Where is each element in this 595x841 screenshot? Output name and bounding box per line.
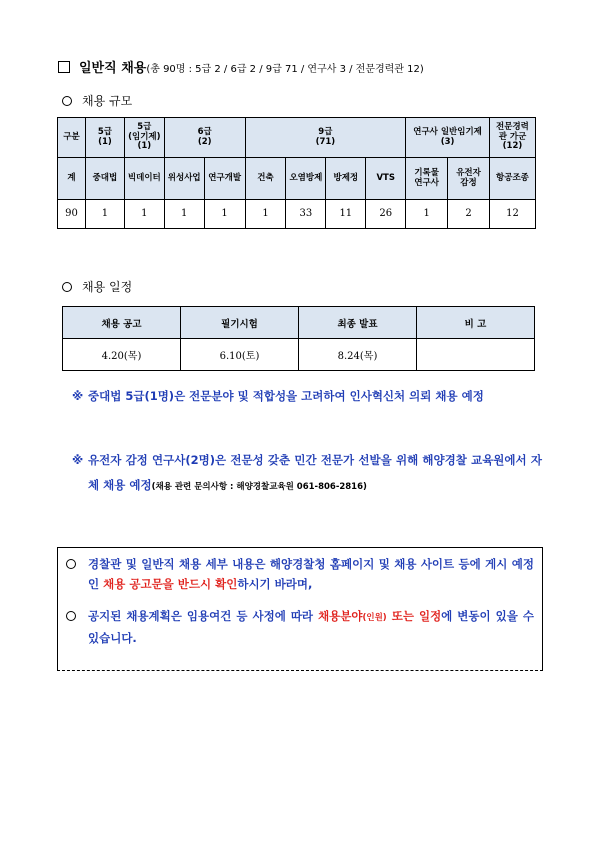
count-cell: 12 [489,200,535,229]
schedule-date: 6.10(토) [181,339,299,371]
schedule-header: 필기시험 [181,307,299,339]
section-heading [58,57,424,76]
note-text [88,448,542,500]
field-header: 건축 [245,158,286,200]
field-header: 항공조종 [489,158,535,200]
schedule-header: 채용 공고 [63,307,181,339]
subheading-scale-text: 채용 규모 [82,94,133,108]
notice-box [57,547,543,671]
field-header: 빅데이터 [124,158,164,200]
notice-item [66,554,534,594]
group-header: 전문경력 관 가군 (12) [489,118,535,158]
schedule-header: 최종 발표 [299,307,417,339]
notice-text-part: 에 변동이 있을 수 있습니다. [88,609,534,645]
notice-text [88,554,534,594]
field-header: 오염방제 [286,158,326,200]
notice-item [66,606,534,648]
group-header: 5급 (1) [85,118,124,158]
note-contact: (채용 관련 문의사항 : 해양경찰교육원 061-806-2816) [151,482,367,492]
table-row [63,339,535,371]
table-row [58,200,536,229]
notice-text-part: 경찰관 및 일반직 채용 세부 내용은 해양경찰청 홈페이지 및 채용 사이트 등에 게시 예정인 [88,557,534,591]
field-header: 위성사업 [164,158,204,200]
field-header: 기록물 연구사 [406,158,448,200]
group-header: 5급 (임기제) (1) [124,118,164,158]
count-cell: 1 [245,200,286,229]
circle-bullet-icon [62,96,72,106]
schedule-date: 8.24(목) [299,339,417,371]
count-cell: 1 [85,200,124,229]
count-cell: 1 [204,200,245,229]
notice-text-part: 하시기 바라며, [237,577,313,591]
subheading-schedule [62,278,132,295]
group-header: 9급 (71) [245,118,406,158]
field-header: 유전자 감정 [448,158,490,200]
schedule-remark [417,339,535,371]
notice-text [88,606,534,648]
circle-bullet-icon [62,282,72,292]
group-header: 6급 (2) [164,118,245,158]
notice-highlight: 채용 공고문을 반드시 확인 [103,577,238,591]
schedule-header: 비 고 [417,307,535,339]
note-item [72,384,542,409]
note-item [72,448,542,500]
count-cell: 2 [448,200,490,229]
heading-main: 일반직 채용 [79,61,147,76]
notice-highlight: 또는 일정 [386,609,442,623]
field-header: 계 [58,158,86,200]
group-header: 연구사 일반임기제 (3) [406,118,490,158]
note-text-main: 유전자 감정 연구사(2명)은 전문성 갖춘 민간 전문가 선발을 위해 해양경찰 교육원에서 자체 채용 예정 [88,453,542,492]
count-cell: 26 [366,200,406,229]
notice-text-part: 공지된 채용계획은 임용여건 등 사정에 따라 [88,609,319,623]
schedule-date: 4.20(목) [63,339,181,371]
count-cell: 11 [326,200,366,229]
heading-detail: (총 90명 : 5급 2 / 6급 2 / 9급 71 / 연구사 3 / 전문경력관 12) [146,64,424,75]
count-cell: 33 [286,200,326,229]
field-header: VTS [366,158,406,200]
circle-bullet-icon [66,559,76,569]
recruitment-scale-table [57,117,536,229]
count-cell: 1 [124,200,164,229]
circle-bullet-icon [66,611,76,621]
count-cell: 1 [164,200,204,229]
note-text: 중대법 5급(1명)은 전문분야 및 적합성을 고려하여 인사혁신처 의뢰 채용 예정 [88,389,484,403]
recruitment-schedule-table [62,306,535,371]
group-header: 구분 [58,118,86,158]
field-header: 연구개발 [204,158,245,200]
reference-mark-icon: ※ [72,453,84,467]
subheading-schedule-text: 채용 일정 [82,280,133,294]
notice-highlight-small: (인원) [362,613,387,623]
checkbox-square-icon [58,61,70,73]
count-cell: 90 [58,200,86,229]
reference-mark-icon: ※ [72,389,84,403]
subheading-scale [62,92,132,109]
count-cell: 1 [406,200,448,229]
notice-highlight: 채용분야 [318,609,363,623]
field-header: 방제정 [326,158,366,200]
field-header: 중대법 [85,158,124,200]
